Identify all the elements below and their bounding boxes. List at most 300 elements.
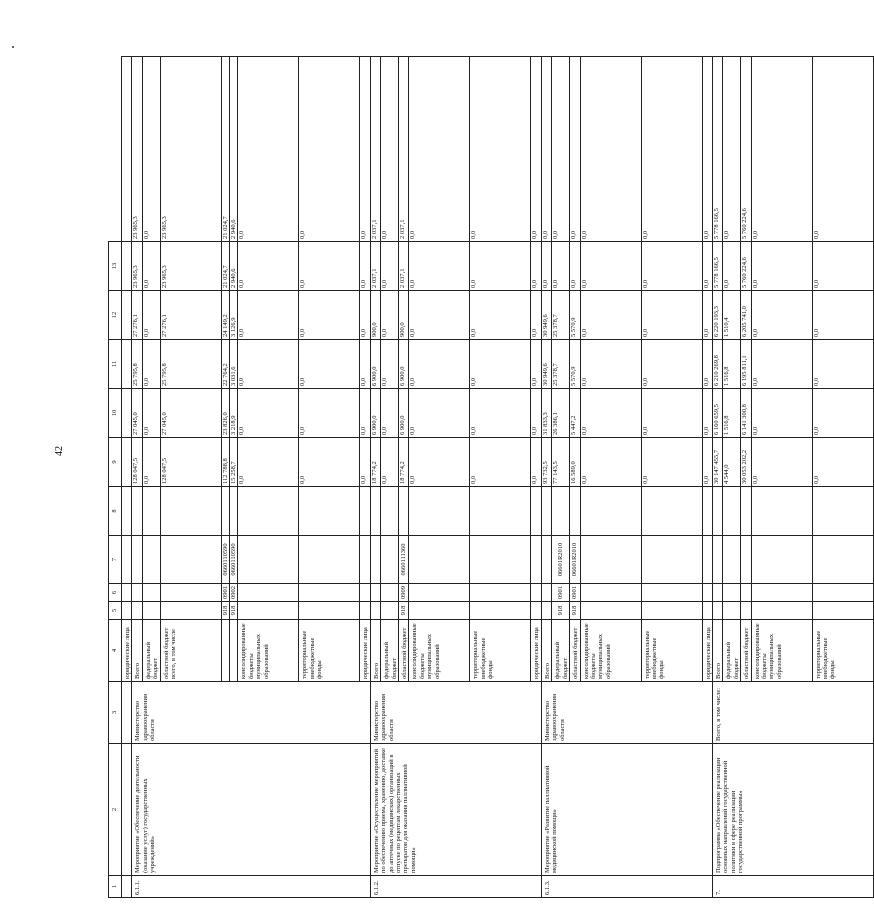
value-cell: 0,0 bbox=[409, 291, 470, 340]
value-cell: 5 778 166,5 bbox=[712, 57, 722, 242]
value-cell: 3 031,6 bbox=[230, 340, 238, 389]
source-label: территориальные внебюджетные фонды bbox=[299, 620, 360, 682]
value-cell: 0,0 bbox=[580, 340, 641, 389]
value-cell: 0,0 bbox=[541, 57, 551, 242]
code-cell bbox=[142, 584, 160, 602]
code-cell bbox=[641, 487, 702, 536]
empty-cell bbox=[122, 682, 132, 744]
value-cell: 0,0 bbox=[299, 340, 360, 389]
code-cell bbox=[812, 602, 873, 620]
value-cell: 0,0 bbox=[409, 438, 470, 487]
value-cell: 0,0 bbox=[751, 340, 812, 389]
value-cell: 0,0 bbox=[299, 389, 360, 438]
header-cell: 3 bbox=[109, 682, 122, 744]
header-cell: 8 bbox=[109, 487, 122, 536]
value-cell: 0,0 bbox=[641, 340, 702, 389]
code-cell bbox=[751, 584, 812, 602]
value-cell: 0,0 bbox=[360, 242, 370, 291]
code-cell: 918 bbox=[570, 602, 580, 620]
header-cell: 7 bbox=[109, 536, 122, 584]
value-cell: 0,0 bbox=[470, 57, 531, 242]
value-cell: 3 218,9 bbox=[230, 389, 238, 438]
code-cell bbox=[580, 536, 641, 584]
value-cell: 0,0 bbox=[580, 291, 641, 340]
source-label: территориальные внебюджетные фонды bbox=[470, 620, 531, 682]
value-cell: 0,0 bbox=[470, 340, 531, 389]
value-cell: 0,0 bbox=[702, 57, 712, 242]
code-cell bbox=[370, 584, 380, 602]
value-cell: 0,0 bbox=[702, 389, 712, 438]
code-cell bbox=[142, 602, 160, 620]
value-cell: 0,0 bbox=[702, 438, 712, 487]
code-cell bbox=[541, 602, 551, 620]
value-cell: 0,0 bbox=[360, 389, 370, 438]
value-cell: 18 774,2 bbox=[370, 438, 380, 487]
page-number: 42 bbox=[54, 446, 65, 456]
code-cell bbox=[160, 584, 221, 602]
code-cell bbox=[812, 584, 873, 602]
source-label: федеральный бюджет bbox=[381, 620, 399, 682]
value-cell: 24 149,2 bbox=[221, 291, 229, 340]
code-cell bbox=[132, 536, 142, 584]
value-cell: 0,0 bbox=[641, 291, 702, 340]
value-cell: 21 024,7 bbox=[221, 242, 229, 291]
value-cell: 0,0 bbox=[580, 438, 641, 487]
value-cell: 128 047,5 bbox=[132, 438, 142, 487]
code-cell bbox=[160, 487, 221, 536]
value-cell: 25 795,8 bbox=[132, 340, 142, 389]
code-cell bbox=[370, 536, 380, 584]
code-cell bbox=[741, 602, 751, 620]
value-cell: 6 195 811,1 bbox=[741, 340, 751, 389]
value-cell: 6 900,0 bbox=[370, 340, 380, 389]
row-number: 6.1.1. bbox=[132, 876, 370, 898]
value-cell: 25 378,7 bbox=[552, 340, 570, 389]
code-cell bbox=[360, 584, 370, 602]
value-cell: 2 940,6 bbox=[230, 242, 238, 291]
code-cell bbox=[122, 584, 132, 602]
value-cell: 0,0 bbox=[531, 438, 541, 487]
code-cell: 0909 bbox=[399, 584, 409, 602]
code-cell bbox=[370, 602, 380, 620]
value-cell: 6 160 659,5 bbox=[712, 389, 722, 438]
value-cell: 16 589,0 bbox=[570, 438, 580, 487]
code-cell bbox=[641, 602, 702, 620]
value-cell: 26 386,1 bbox=[552, 389, 570, 438]
code-cell bbox=[299, 536, 360, 584]
value-cell: 0,0 bbox=[470, 242, 531, 291]
value-cell: 5 570,9 bbox=[570, 291, 580, 340]
code-cell bbox=[712, 536, 722, 584]
value-cell: 5 778 166,5 bbox=[712, 242, 722, 291]
value-cell: 93 732,5 bbox=[541, 438, 551, 487]
value-cell: 0,0 bbox=[552, 57, 570, 242]
code-cell bbox=[470, 602, 531, 620]
value-cell: 0,0 bbox=[142, 438, 160, 487]
code-cell bbox=[531, 584, 541, 602]
value-cell: 112 788,8 bbox=[221, 438, 229, 487]
value-cell: 0,0 bbox=[238, 242, 299, 291]
source-label: консолидированные бюджеты муниципальных образований bbox=[409, 620, 470, 682]
value-cell: 0,0 bbox=[381, 438, 399, 487]
source-label: федеральный бюджет bbox=[552, 620, 570, 682]
code-cell bbox=[409, 536, 470, 584]
value-cell: 0,0 bbox=[409, 57, 470, 242]
value-cell: 0,0 bbox=[360, 57, 370, 242]
source-label: консолидированные бюджеты муниципальных образований bbox=[238, 620, 299, 682]
code-cell bbox=[238, 602, 299, 620]
source-label: консолидированные бюджеты муниципальных образований bbox=[751, 620, 812, 682]
value-cell: 0,0 bbox=[409, 340, 470, 389]
code-cell: 06601R2010 bbox=[552, 536, 570, 584]
value-cell: 0,0 bbox=[531, 57, 541, 242]
value-cell: 0,0 bbox=[641, 242, 702, 291]
value-cell: 0,0 bbox=[381, 57, 399, 242]
code-cell bbox=[531, 602, 541, 620]
rotated-page-content bbox=[108, 56, 837, 898]
value-cell: 0,0 bbox=[381, 291, 399, 340]
code-cell bbox=[580, 584, 641, 602]
value-cell: 0,0 bbox=[142, 291, 160, 340]
value-cell: 30 053 202,2 bbox=[741, 438, 751, 487]
value-cell: 0,0 bbox=[702, 291, 712, 340]
value-cell: 0,0 bbox=[751, 438, 812, 487]
code-cell bbox=[541, 536, 551, 584]
code-cell: 0660110590 bbox=[230, 536, 238, 584]
value-cell: 0,0 bbox=[409, 389, 470, 438]
value-cell: 0,0 bbox=[381, 242, 399, 291]
code-cell bbox=[409, 602, 470, 620]
header-cell: 12 bbox=[109, 291, 122, 340]
value-cell: 0,0 bbox=[702, 340, 712, 389]
value-cell: 25 795,8 bbox=[160, 340, 221, 389]
header-cell: 4 bbox=[109, 620, 122, 682]
header-cell: 9 bbox=[109, 438, 122, 487]
value-cell: 0,0 bbox=[360, 291, 370, 340]
value-cell: 128 047,5 bbox=[160, 438, 221, 487]
value-cell: 0,0 bbox=[470, 438, 531, 487]
value-cell: 27 276,1 bbox=[132, 291, 142, 340]
code-cell bbox=[812, 487, 873, 536]
code-cell bbox=[702, 584, 712, 602]
executor: Всего, в том числе: bbox=[712, 682, 873, 744]
code-cell bbox=[470, 536, 531, 584]
source-label: областной бюджет bbox=[570, 620, 580, 682]
value-cell: 0,0 bbox=[570, 57, 580, 242]
value-cell: 2 037,1 bbox=[399, 242, 409, 291]
code-cell bbox=[370, 487, 380, 536]
value-cell: 27 276,1 bbox=[160, 291, 221, 340]
code-cell bbox=[812, 536, 873, 584]
value-cell: 0,0 bbox=[470, 389, 531, 438]
value-cell: 23 965,3 bbox=[132, 242, 142, 291]
code-cell bbox=[751, 536, 812, 584]
value-cell: 4 544,0 bbox=[723, 438, 741, 487]
code-cell bbox=[702, 487, 712, 536]
header-cell: 2 bbox=[109, 744, 122, 876]
value-cell: 0,0 bbox=[299, 242, 360, 291]
code-cell bbox=[160, 602, 221, 620]
value-cell: 0,0 bbox=[142, 389, 160, 438]
value-cell: 1 516,8 bbox=[723, 389, 741, 438]
value-cell: 0,0 bbox=[360, 438, 370, 487]
header-cell: 10 bbox=[109, 389, 122, 438]
value-cell: 0,0 bbox=[360, 340, 370, 389]
value-cell: 2 037,1 bbox=[370, 57, 380, 242]
code-cell bbox=[399, 487, 409, 536]
header-cell: 1 bbox=[109, 876, 122, 898]
code-cell bbox=[741, 536, 751, 584]
code-cell bbox=[381, 487, 399, 536]
value-cell: 6 141 300,8 bbox=[741, 389, 751, 438]
code-cell bbox=[723, 584, 741, 602]
table-row bbox=[712, 57, 722, 898]
code-cell bbox=[723, 487, 741, 536]
value-cell: 0,0 bbox=[142, 340, 160, 389]
value-cell: 0,0 bbox=[238, 291, 299, 340]
value-cell: 30 949,6 bbox=[541, 291, 551, 340]
source-label: территориальные внебюджетные фонды bbox=[641, 620, 702, 682]
activity-name: Подпрограмма «Обеспечение реализации основных направлений государственной политики в сфере реализации государственной программы» bbox=[712, 744, 873, 876]
code-cell bbox=[299, 584, 360, 602]
value-cell: 0,0 bbox=[812, 389, 873, 438]
executor: Министерство здравоохранения области bbox=[541, 682, 712, 744]
value-cell: 0,0 bbox=[531, 242, 541, 291]
code-cell bbox=[741, 584, 751, 602]
header-cell: 11 bbox=[109, 340, 122, 389]
code-cell bbox=[381, 584, 399, 602]
code-cell bbox=[132, 584, 142, 602]
code-cell bbox=[702, 536, 712, 584]
value-cell: 0,0 bbox=[552, 242, 570, 291]
code-cell bbox=[641, 536, 702, 584]
code-cell bbox=[160, 536, 221, 584]
value-cell: 0,0 bbox=[299, 438, 360, 487]
table-row bbox=[122, 57, 132, 898]
value-cell: 27 045,0 bbox=[132, 389, 142, 438]
value-cell bbox=[122, 389, 132, 438]
value-cell: 0,0 bbox=[723, 57, 741, 242]
value-cell: 0,0 bbox=[238, 57, 299, 242]
code-cell bbox=[132, 602, 142, 620]
value-cell: 6 900,0 bbox=[399, 340, 409, 389]
value-cell: 22 764,2 bbox=[221, 340, 229, 389]
value-cell: 25 378,7 bbox=[552, 291, 570, 340]
code-cell: 0660110590 bbox=[221, 536, 229, 584]
code-cell bbox=[238, 487, 299, 536]
code-cell: 0660111360 bbox=[399, 536, 409, 584]
value-cell: 23 965,3 bbox=[160, 57, 221, 242]
code-cell: 918 bbox=[552, 602, 570, 620]
row-number: 6.1.3. bbox=[541, 876, 712, 898]
code-cell bbox=[702, 602, 712, 620]
source-label: областной бюджет bbox=[741, 620, 751, 682]
source-label: юридические лица bbox=[702, 620, 712, 682]
value-cell: 31 833,3 bbox=[541, 389, 551, 438]
source-label: юридические лица bbox=[531, 620, 541, 682]
code-cell bbox=[122, 536, 132, 584]
value-cell: 2 940,6 bbox=[230, 57, 238, 242]
code-cell bbox=[381, 602, 399, 620]
value-cell: 0,0 bbox=[702, 242, 712, 291]
code-cell bbox=[470, 487, 531, 536]
code-cell bbox=[580, 602, 641, 620]
value-cell: 0,0 bbox=[580, 242, 641, 291]
code-cell: 0901 bbox=[570, 584, 580, 602]
code-cell: 06601R2010 bbox=[570, 536, 580, 584]
value-cell: 0,0 bbox=[641, 438, 702, 487]
value-cell: 23 826,0 bbox=[221, 389, 229, 438]
value-cell: 2 037,1 bbox=[370, 242, 380, 291]
code-cell bbox=[142, 536, 160, 584]
row-number: 6.1.2. bbox=[370, 876, 541, 898]
value-cell: 6 900,0 bbox=[370, 389, 380, 438]
value-cell: 0,0 bbox=[751, 389, 812, 438]
value-cell: 0,0 bbox=[381, 340, 399, 389]
table-row bbox=[132, 57, 142, 898]
value-cell: 6 900,0 bbox=[399, 389, 409, 438]
value-cell: 0,0 bbox=[238, 438, 299, 487]
value-cell: 0,0 bbox=[641, 57, 702, 242]
value-cell: 0,0 bbox=[299, 57, 360, 242]
code-cell bbox=[712, 487, 722, 536]
value-cell: 23 965,3 bbox=[132, 57, 142, 242]
code-cell bbox=[360, 536, 370, 584]
code-cell bbox=[570, 487, 580, 536]
value-cell: 5 570,9 bbox=[570, 340, 580, 389]
row-number: 7. bbox=[712, 876, 873, 898]
value-cell: 0,0 bbox=[541, 242, 551, 291]
source-label bbox=[230, 620, 238, 682]
value-cell: 21 024,7 bbox=[221, 57, 229, 242]
value-cell: 0,0 bbox=[812, 291, 873, 340]
code-cell bbox=[142, 487, 160, 536]
code-cell: 918 bbox=[230, 602, 238, 620]
activity-name: Мероприятие «Развитие паллиативной медицинской помощи» bbox=[541, 744, 712, 876]
code-cell: 0901 bbox=[221, 584, 229, 602]
code-cell bbox=[470, 584, 531, 602]
value-cell: 5 760 224,6 bbox=[741, 242, 751, 291]
scan-speck bbox=[12, 46, 14, 48]
value-cell: 0,0 bbox=[812, 242, 873, 291]
source-label bbox=[221, 620, 229, 682]
value-cell bbox=[122, 57, 132, 242]
value-cell: 0,0 bbox=[580, 57, 641, 242]
header-cell: 6 bbox=[109, 584, 122, 602]
code-cell bbox=[221, 487, 229, 536]
table-row bbox=[370, 57, 380, 898]
value-cell: 30 949,6 bbox=[541, 340, 551, 389]
value-cell: 0,0 bbox=[409, 242, 470, 291]
value-cell: 6 205 741,0 bbox=[741, 291, 751, 340]
source-label: областной бюджет всего, в том числе bbox=[160, 620, 221, 682]
code-cell bbox=[122, 602, 132, 620]
value-cell: 0,0 bbox=[580, 389, 641, 438]
source-label: федеральный бюджет bbox=[142, 620, 160, 682]
source-label: Всего bbox=[132, 620, 142, 682]
code-cell bbox=[541, 487, 551, 536]
value-cell: 18 774,2 bbox=[399, 438, 409, 487]
code-cell bbox=[238, 536, 299, 584]
value-cell: 0,0 bbox=[142, 242, 160, 291]
code-cell bbox=[238, 584, 299, 602]
code-cell bbox=[552, 487, 570, 536]
budget-table bbox=[108, 56, 874, 898]
value-cell bbox=[122, 438, 132, 487]
value-cell: 0,0 bbox=[381, 389, 399, 438]
empty-cell bbox=[122, 744, 132, 876]
value-cell: 1 510,4 bbox=[723, 291, 741, 340]
code-cell bbox=[751, 602, 812, 620]
source-label: Всего bbox=[541, 620, 551, 682]
executor: Министерство здравоохранения области bbox=[132, 682, 370, 744]
value-cell: 0,0 bbox=[531, 340, 541, 389]
code-cell bbox=[751, 487, 812, 536]
code-cell bbox=[531, 536, 541, 584]
code-cell: 0901 bbox=[552, 584, 570, 602]
source-label: областной бюджет bbox=[399, 620, 409, 682]
value-cell: 23 965,3 bbox=[160, 242, 221, 291]
empty-cell bbox=[122, 876, 132, 898]
code-cell bbox=[712, 584, 722, 602]
value-cell: 1 516,8 bbox=[723, 340, 741, 389]
source-label: федеральный бюджет bbox=[723, 620, 741, 682]
code-cell bbox=[723, 602, 741, 620]
value-cell: 0,0 bbox=[812, 438, 873, 487]
code-cell bbox=[360, 602, 370, 620]
code-cell bbox=[409, 584, 470, 602]
value-cell: 0,0 bbox=[238, 340, 299, 389]
code-cell: 0902 bbox=[230, 584, 238, 602]
value-cell: 0,0 bbox=[299, 291, 360, 340]
value-cell: 900,0 bbox=[399, 291, 409, 340]
code-cell bbox=[360, 487, 370, 536]
source-label: Всего bbox=[370, 620, 380, 682]
code-cell bbox=[712, 602, 722, 620]
value-cell: 0,0 bbox=[641, 389, 702, 438]
code-cell bbox=[741, 487, 751, 536]
code-cell bbox=[122, 487, 132, 536]
header-row bbox=[109, 57, 122, 898]
value-cell: 0,0 bbox=[812, 340, 873, 389]
value-cell: 30 147 455,7 bbox=[712, 438, 722, 487]
activity-name: Мероприятие «Осуществление мероприятий по обеспечению приема, хранению, доставке до аптечных (медицинских) организаций в отпуске по рецептам лекарственных препаратов для оказания паллиативной помощи» bbox=[370, 744, 541, 876]
header-cell: 13 bbox=[109, 242, 122, 291]
code-cell bbox=[299, 487, 360, 536]
code-cell bbox=[299, 602, 360, 620]
source-label: консолидированные бюджеты муниципальных образований bbox=[580, 620, 641, 682]
value-cell: 0,0 bbox=[751, 242, 812, 291]
activity-name: Мероприятие «Обеспечение деятельности (оказание услуг) государственных учреждений» bbox=[132, 744, 370, 876]
value-cell: 0,0 bbox=[570, 242, 580, 291]
code-cell bbox=[230, 487, 238, 536]
code-cell bbox=[580, 487, 641, 536]
value-cell: 15 258,7 bbox=[230, 438, 238, 487]
value-cell: 77 143,5 bbox=[552, 438, 570, 487]
value-cell: 2 037,1 bbox=[399, 57, 409, 242]
code-cell: 918 bbox=[399, 602, 409, 620]
table-body bbox=[122, 57, 874, 898]
value-cell: 0,0 bbox=[238, 389, 299, 438]
value-cell: 0,0 bbox=[531, 291, 541, 340]
value-cell: 5 447,2 bbox=[570, 389, 580, 438]
code-cell bbox=[531, 487, 541, 536]
header-cell: 5 bbox=[109, 602, 122, 620]
source-label: Всего bbox=[712, 620, 722, 682]
value-cell: 0,0 bbox=[531, 389, 541, 438]
value-cell bbox=[122, 242, 132, 291]
code-cell bbox=[723, 536, 741, 584]
